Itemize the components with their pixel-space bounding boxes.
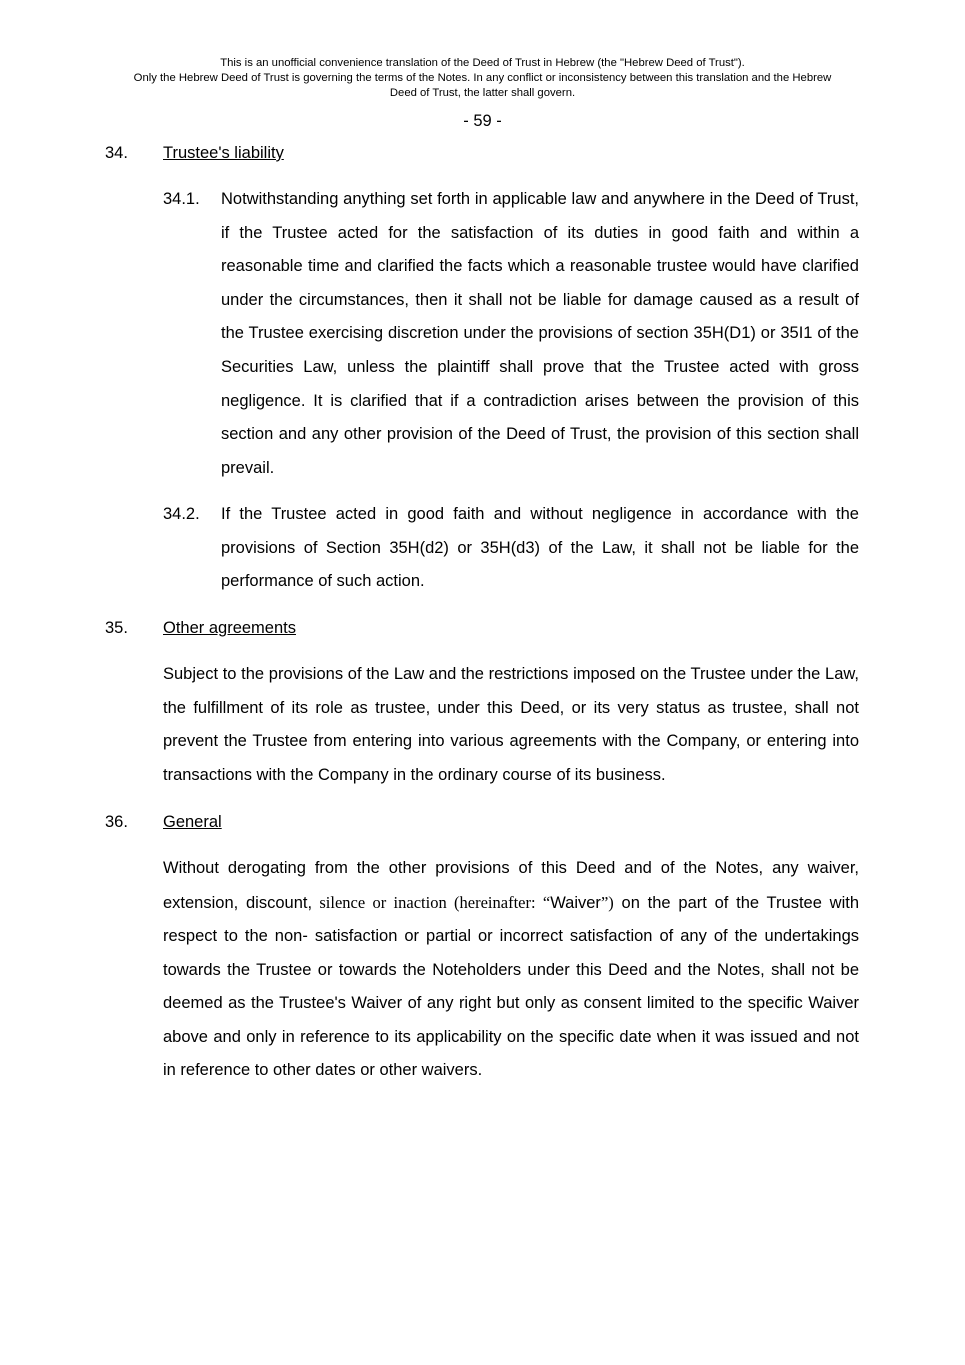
section-36-text-part-5: on the part of the Trustee with respect to the non- satisfaction or partial or incorrect satisfaction of any of the undertakings towards the Trustee or towards the Noteholders under this Deed and the Notes, shall not be deemed as the Trustee's Waiver of any right but only as consent limited to the specific Waiver above and only in reference to its applicability on the specific date when it was issued and not in reference to other dates or other waivers.	[163, 893, 859, 1079]
section-36-body	[163, 852, 859, 1088]
page-number: - 59 -	[463, 112, 502, 130]
translation-disclaimer	[60, 56, 905, 101]
section-36-text-part-1: Without derogating from the other provisions of this Deed and of the Notes, any waiver, extension, discount,	[163, 859, 859, 912]
section-36-text-part-2: silence or inaction (hereinafter: “	[312, 892, 551, 912]
disclaimer-line-2: Only the Hebrew Deed of Trust is governing the terms of the Notes. In any conflict or inconsistency between this translation and the Hebrew	[133, 72, 832, 84]
disclaimer-line-3: Deed of Trust, the latter shall govern.	[389, 87, 576, 99]
section-35-body: Subject to the provisions of the Law and the restrictions imposed on the Trustee under the Law, the fulfillment of its role as trustee, under this Deed, or its very status as trustee, shall not prevent the Trustee from entering into various agreements with the Company, or entering into transactions with the Company in the ordinary course of its business.	[163, 665, 859, 784]
section-36-text-part-4: ”)	[600, 892, 614, 912]
section-36-waiver-term: Waiver	[550, 893, 601, 912]
section-34-number: 34.	[105, 144, 128, 162]
section-35-title: Other agreements	[163, 619, 296, 637]
clause-34-2-text: If the Trustee acted in good faith and without negligence in accordance with the provisions of Section 35H(d2) or 35H(d3) of the Law, it shall not be liable for the performance of such action.	[221, 505, 859, 591]
clause-34-1-number: 34.1.	[163, 190, 200, 208]
section-35-number: 35.	[105, 619, 128, 637]
section-34-title: Trustee's liability	[163, 144, 284, 162]
disclaimer-line-1: This is an unofficial convenience translation of the Deed of Trust in Hebrew (the "Hebrew Deed of Trust").	[220, 57, 745, 69]
section-36-number: 36.	[105, 813, 128, 831]
clause-34-1-text: Notwithstanding anything set forth in applicable law and anywhere in the Deed of Trust, if the Trustee acted for the satisfaction of its duties in good faith and within a reasonable time and clarified the facts which a reasonable trustee would have clarified under the circumstances, then it shall not be liable for damage caused as a result of the Trustee exercising discretion under the provisions of section 35H(D1) or 35I1 of the Securities Law, unless the plaintiff shall prove that the Trustee acted with gross negligence. It is clarified that if a contradiction arises between the provision of this section and any other provision of the Deed of Trust, the provision of this section shall prevail.	[221, 190, 859, 477]
clause-34-2-number: 34.2.	[163, 505, 200, 523]
section-36-title: General	[163, 813, 222, 831]
